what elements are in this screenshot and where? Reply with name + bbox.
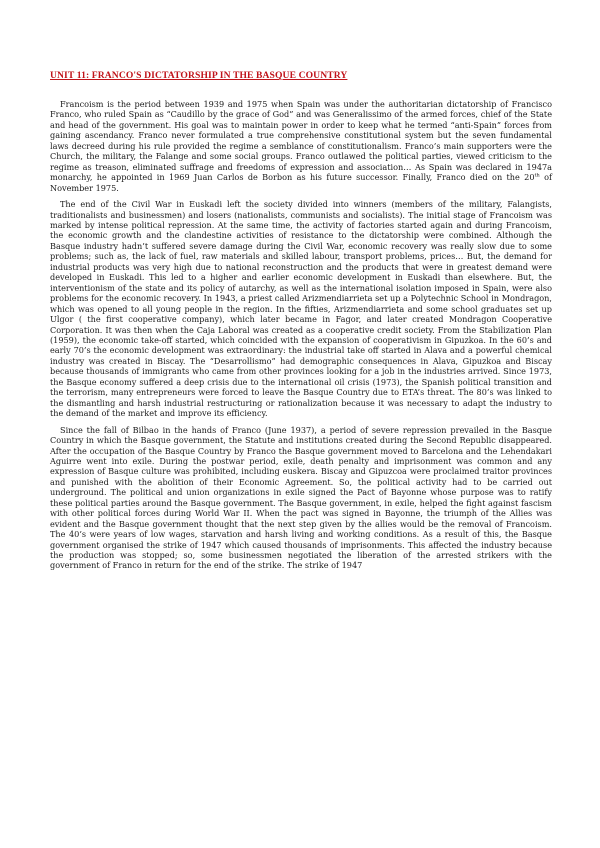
paragraph-text: Francoism is the period between 1939 and 1975 when Spain was under the authoritarian dictatorship of Francisco Franco, who ruled Spain as “Caudillo by the grace of God” and was Generalissimo of the armed forces, chief of the State and head of the government. His goal was to maintain power in order to keep what he termed “anti-Spain” forces from gaining ascendancy. Franco never formulated a true comprehensive constitutional system but the seven fundamental laws decreed during his rule provided the regime a semblance of constitutionalism. Franco’s main supporters were the Church, the military, the Falange and some social groups. Franco outlawed the political parties, viewed criticism to the regime as treason, eliminated suffrage and freedoms of expression and association… As Spain was declared in 1947a monarchy, he appointed in 1969 Juan Carlos de Borbon as his future successor. Finally, Franco died on the 20 [50,99,552,183]
page-title: UNIT 11: FRANCO'S DICTATORSHIP IN THE BASQUE COUNTRY [50,70,348,81]
paragraph-repression-exile: Since the fall of Bilbao in the hands of Franco (June 1937), a period of severe repression prevailed in the Basque Country in which the Basque government, the Statute and institutions created during the Second Republic disappeared. After the occupation of the Basque Country by Franco the Basque government moved to Barcelona and the Lehendakari Aguirre went into exile. During the postwar period, exile, death penalty and imprisonment was common and any expression of Basque culture was prohibited, including euskera. Biscay and Gipuzcoa were proclaimed traitor provinces and punished with the abolition of their Economic Agreement. So, the political activity had to be carried out underground. The political and union organizations in exile signed the Pact of Bayonne whose purpose was to ratify these political parties around the Basque government. The Basque government, in exile, helped the fight against fascism with other political forces during World War II. When the pact was signed in Bayonne, the triumph of the Allies was evident and the Basque government thought that the next step given by the allies would be the removal of Francoism. The 40’s were years of low wages, starvation and harsh living and working conditions. As a result of this, the Basque government organised the strike of 1947 which caused thousands of imprisonments. This affected the industry because the production was stopped; so, some businessmen negotiated the liberation of the arrested strikers with the government of Franco in return for the end of the strike. The strike of 1947 [50,424,552,571]
paragraph-tail: of November 1975. [50,172,552,193]
ordinal-suffix: th [534,172,540,179]
document-page [50,70,552,577]
paragraph-civil-war-economy: The end of the Civil War in Euskadi left the society divided into winners (members of the military, Falangists, traditionalists and businessmen) and losers (nationalists, communists and socialists). The initial stage of Francoism was marked by intense political repression. At the same time, the activity of factories started again and during Francoism, the economic growth and the clandestine activities of resistance to the dictatorship were combined. Although the Basque industry hadn’t suffered severe damage during the Civil War, economic recovery was really slow due to some problems; such as, the lack of fuel, raw materials and skilled labour, transport problems, prices… But, the demand for industrial products was very high due to national reconstruction and the products that were in greatest demand were developed in Euskadi. This led to a higher and earlier economic development in Euskadi than elsewhere. But, the interventionism of the state and its policy of autarchy, as well as the international isolation imposed in Spain, were also problems for the economic recovery. In 1943, a priest called Arizmendiarrieta set up a Polytechnic School in Mondragon, which was opened to all young people in the region. In the fifties, Arizmendiarrieta and some school graduates set up Ulgor ( the first cooperative company), which later became in Fagor, and later created Mondragon Cooperative Corporation. It was then when the Caja Laboral was created as a cooperative credit society. From the Stabilization Plan (1959), the economic take-off started, which coincided with the expansion of cooperativism in Gipuzkoa. In the 60’s and early 70’s the economic development was extraordinary: the industrial take off started in Alava and a powerful chemical industry was created in Biscay. The “Desarrollismo” had demographic consequences in Alava, Gipuzkoa and Biscay because thousands of immigrants who came from other provinces looking for a job in the industries arrived. Since 1973, the Basque economy suffered a deep crisis due to the international oil crisis (1973), the Spanish political transition and the terrorism, many entrepreneurs were forced to leave the Basque Country due to ETA’s threat. The 80’s was linked to the dismantling and harsh industrial restructuring or rationalization because it was necessary to adapt the industry to the demand of the market and improve its efficiency. [50,199,552,419]
paragraph-francoism-intro [50,99,552,193]
